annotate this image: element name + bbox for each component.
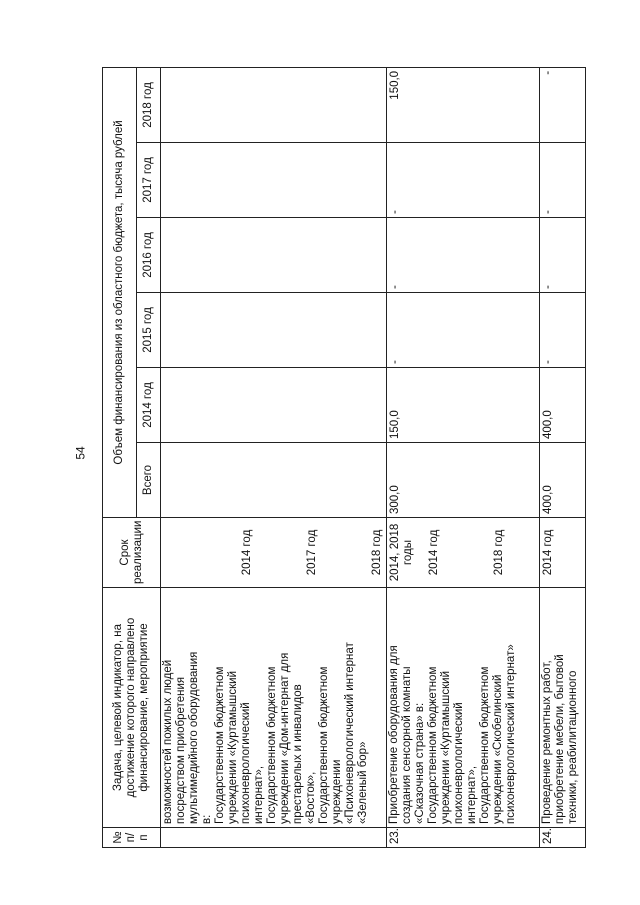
term-line: 2017 год xyxy=(306,529,318,576)
value-cell xyxy=(161,368,387,443)
task-line: учреждении «Куртамышский xyxy=(227,670,239,824)
term-cell xyxy=(161,518,387,588)
task-line: Государственном бюджетном xyxy=(214,666,226,824)
value-cell xyxy=(161,67,387,142)
row-number xyxy=(161,828,387,848)
term-line xyxy=(415,521,428,584)
term-line: годы xyxy=(402,539,414,566)
term-line: 2014 год xyxy=(542,529,554,576)
term-line xyxy=(215,521,228,584)
term-line xyxy=(345,521,358,584)
value-cell: - xyxy=(540,143,586,218)
task-cell xyxy=(387,588,540,828)
task-line: психоневрологический xyxy=(453,702,465,824)
value-cell xyxy=(161,443,387,518)
task-line: Проведение ремонтных работ, xyxy=(541,660,553,824)
task-line: престарелых и инвалидов xyxy=(292,684,304,824)
task-line: «Зеленый бор» xyxy=(357,741,369,824)
task-line: возможностей пожилых людей xyxy=(162,659,174,824)
task-line: учреждении xyxy=(331,759,343,824)
task-cell xyxy=(540,588,586,828)
term-line: 2014, 2018 xyxy=(389,523,401,582)
term-line xyxy=(202,521,215,584)
value-cell xyxy=(161,293,387,368)
task-line: Государственном бюджетном xyxy=(427,666,439,824)
rotated-table-wrapper xyxy=(102,68,607,848)
term-line xyxy=(280,521,293,584)
value-cell: - xyxy=(387,218,540,293)
value-cell: 300,0 xyxy=(387,443,540,518)
page-number: 54 xyxy=(73,446,88,460)
task-line: Государственном бюджетном xyxy=(318,666,330,824)
term-line xyxy=(163,521,176,584)
task-line: интернат», xyxy=(253,765,265,824)
header-task: Задача, целевой индикатор, на достижение которого направлено финансирование, мероприятие xyxy=(103,588,161,828)
table-row xyxy=(540,67,586,847)
value-cell: - xyxy=(540,218,586,293)
term-line xyxy=(332,521,345,584)
table-row xyxy=(161,67,387,847)
value-cell: - xyxy=(540,293,586,368)
value-cell: 150,0 xyxy=(387,368,540,443)
row-number: 24. xyxy=(540,828,586,848)
table-row xyxy=(387,67,540,847)
header-year: Всего xyxy=(137,443,161,518)
task-line: Государственном бюджетном xyxy=(479,666,491,824)
header-num: № п/п xyxy=(103,828,161,848)
task-line: психоневрологический xyxy=(240,702,252,824)
task-line: «Восток», xyxy=(305,771,317,824)
term-line xyxy=(267,521,280,584)
term-line xyxy=(176,521,189,584)
header-year: 2016 год xyxy=(137,218,161,293)
task-line: психоневрологический интернат» xyxy=(505,644,517,824)
value-cell: - xyxy=(387,293,540,368)
header-funding: Объем финансирования из областного бюджета, тысяча рублей xyxy=(103,67,137,517)
task-line: посредством приобретения xyxy=(175,676,187,824)
task-cell xyxy=(161,588,387,828)
task-line: создания сенсорной комнаты xyxy=(401,666,413,824)
task-line: Государственном бюджетном xyxy=(266,666,278,824)
value-cell: - xyxy=(540,67,586,142)
term-cell xyxy=(540,518,586,588)
term-line xyxy=(454,521,467,584)
task-line: техники, реабилитационного xyxy=(567,670,579,824)
term-line xyxy=(480,521,493,584)
term-line xyxy=(254,521,267,584)
header-year: 2015 год xyxy=(137,293,161,368)
task-line: учреждении «Куртамышский xyxy=(440,670,452,824)
value-cell xyxy=(161,218,387,293)
row-number: 23. xyxy=(387,828,540,848)
task-line: интернат», xyxy=(466,765,478,824)
term-line xyxy=(358,521,371,584)
term-line xyxy=(467,521,480,584)
term-line: 2018 год xyxy=(371,529,383,576)
task-line: в: xyxy=(201,814,213,824)
value-cell xyxy=(161,143,387,218)
table-body xyxy=(161,67,586,847)
term-line: 2018 год xyxy=(493,529,505,576)
term-line xyxy=(441,521,454,584)
term-line xyxy=(319,521,332,584)
task-line: учреждении «Дом-интернат для xyxy=(279,652,291,824)
term-line xyxy=(293,521,306,584)
header-year: 2017 год xyxy=(137,143,161,218)
value-cell: - xyxy=(387,143,540,218)
task-line: «Сказочная страна» в: xyxy=(414,702,426,824)
task-line: учреждении «Скобелинский xyxy=(492,674,504,824)
task-line: мультимедийного оборудования xyxy=(188,651,200,824)
term-line: 2014 год xyxy=(428,529,440,576)
value-cell: 150,0 xyxy=(387,67,540,142)
header-year: 2018 год xyxy=(137,67,161,142)
term-line xyxy=(228,521,241,584)
term-line: 2014 год xyxy=(241,529,253,576)
task-line: приобретение мебели, бытовой xyxy=(554,654,566,824)
term-cell xyxy=(387,518,540,588)
header-term: Срок реализации xyxy=(103,518,161,588)
header-year: 2014 год xyxy=(137,368,161,443)
task-line: Приобретение оборудования для xyxy=(388,645,400,824)
funding-table xyxy=(102,67,586,848)
value-cell: 400,0 xyxy=(540,368,586,443)
value-cell: 400,0 xyxy=(540,443,586,518)
task-line: «Психоневрологический интернат xyxy=(344,642,356,824)
term-line xyxy=(189,521,202,584)
